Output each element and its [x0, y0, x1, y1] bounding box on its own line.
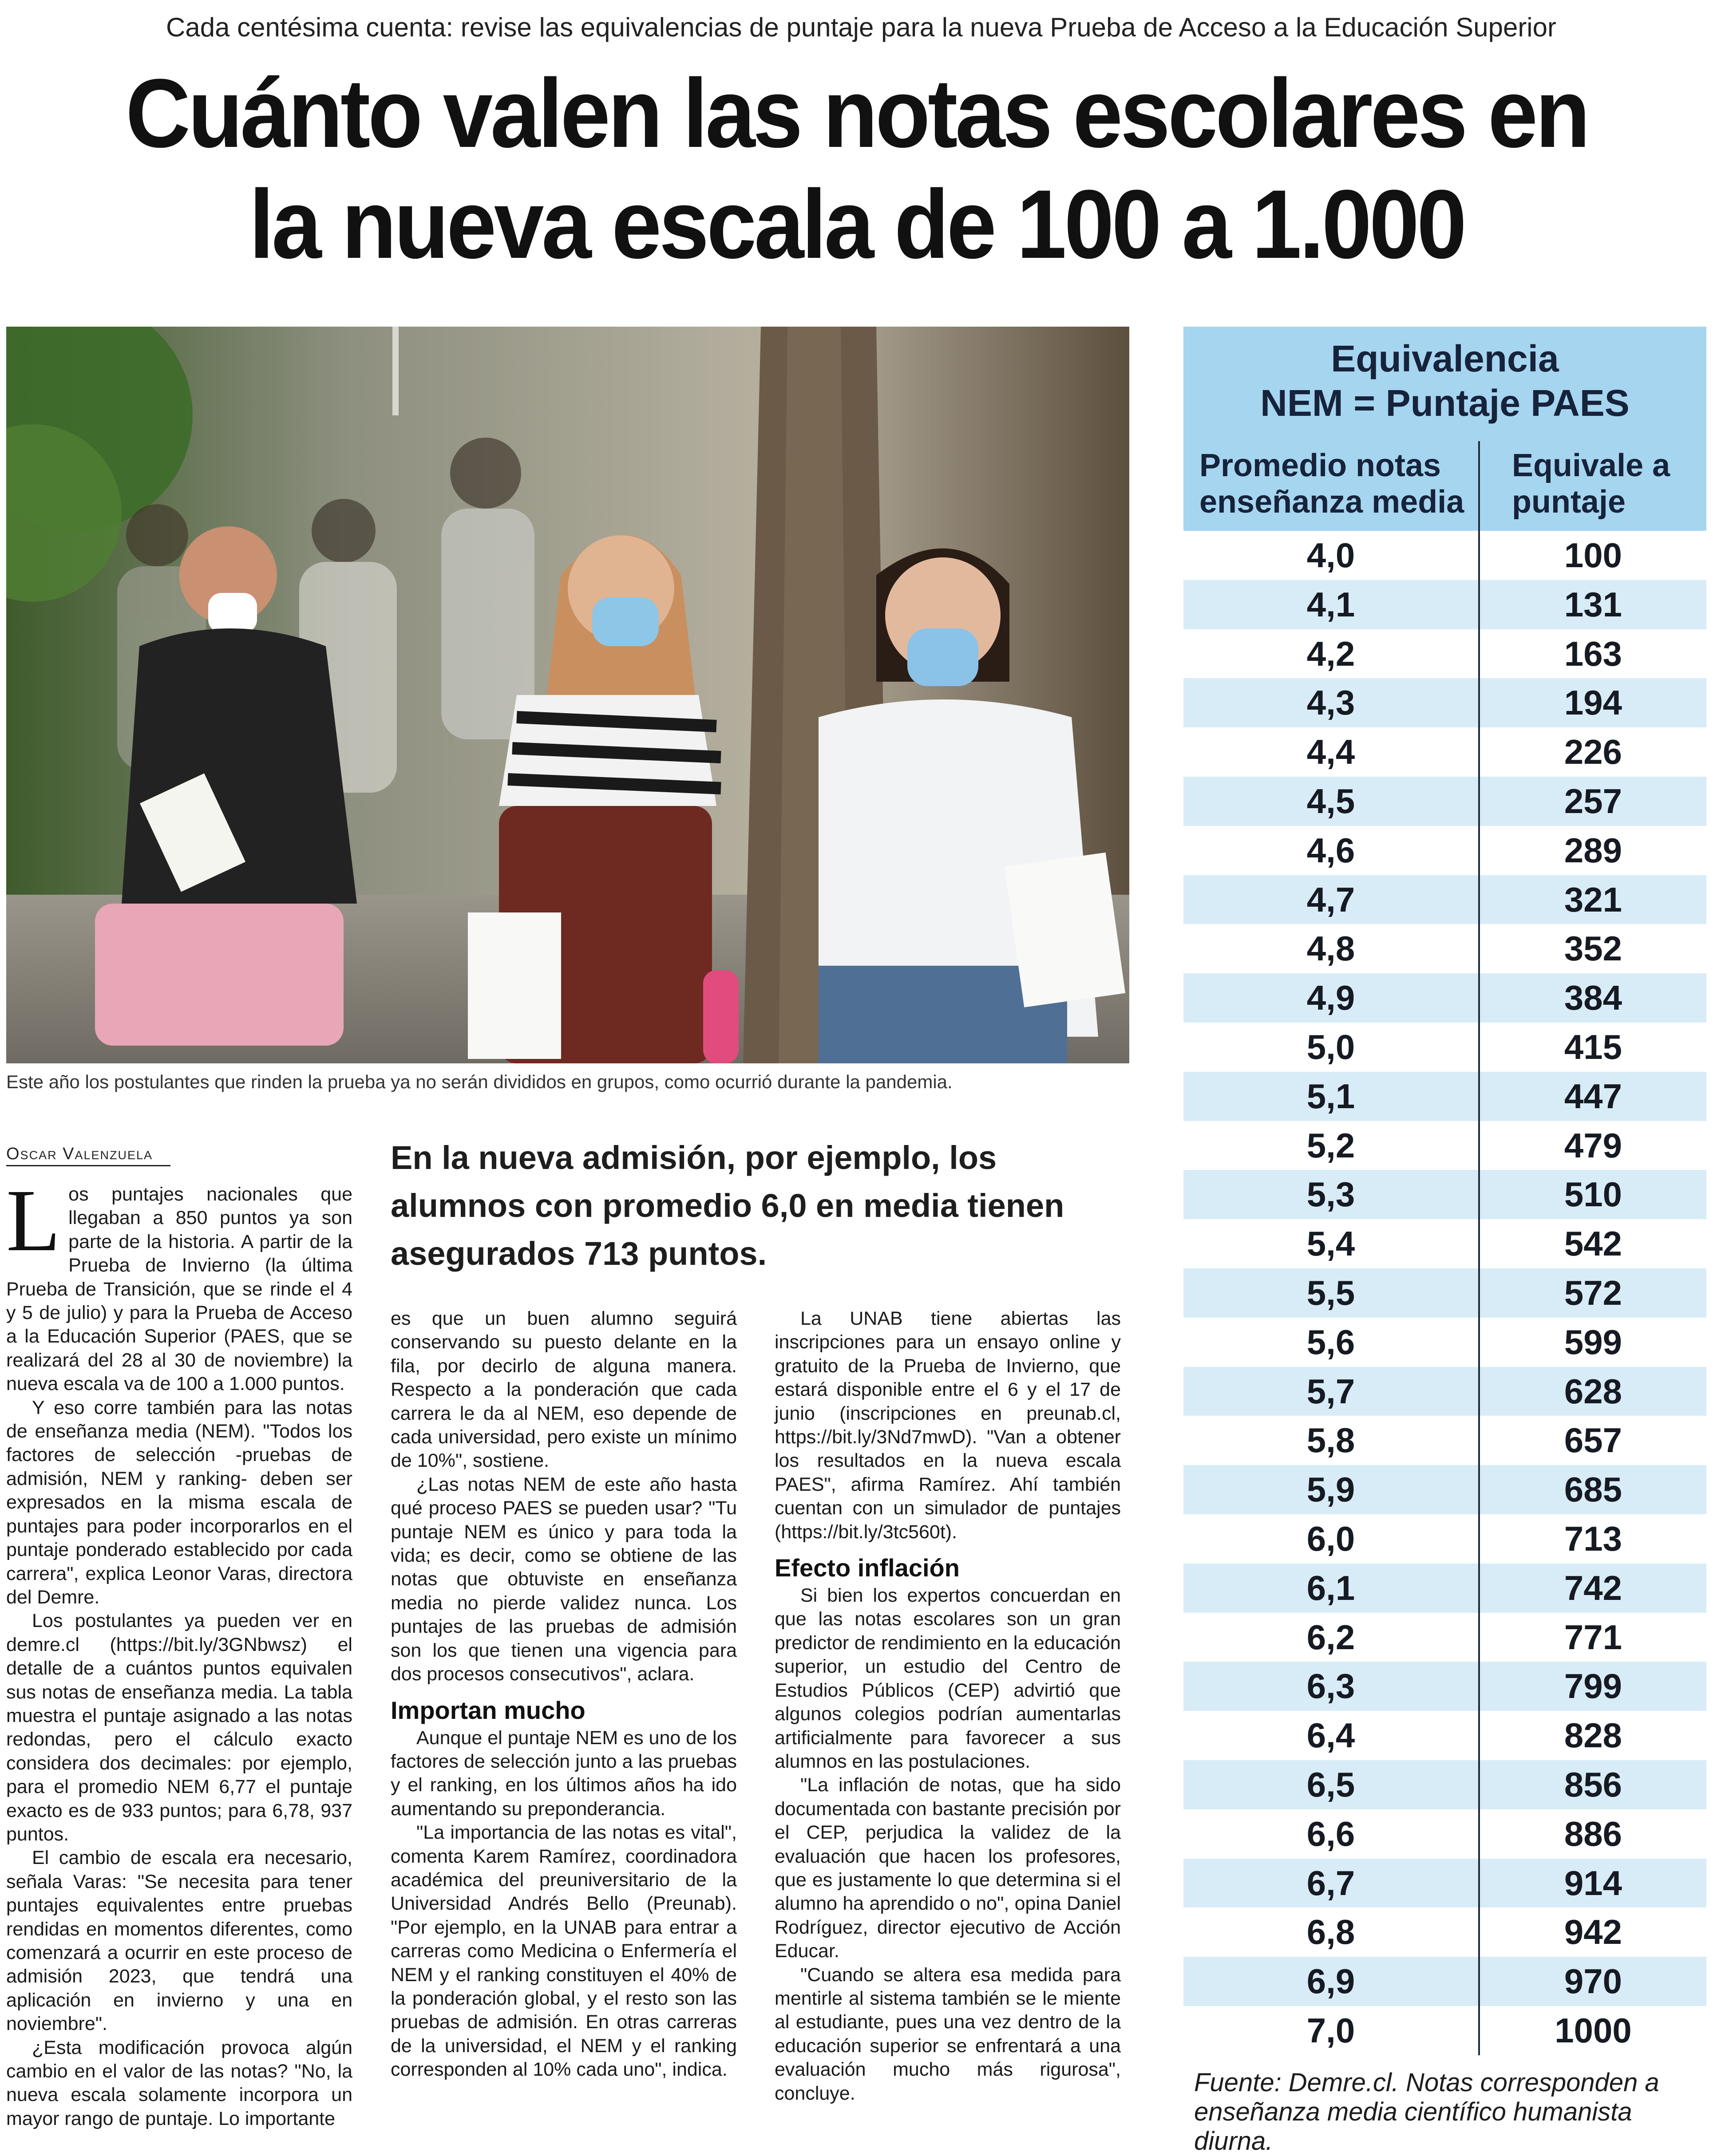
header-text: Equivale a [1512, 448, 1670, 483]
table-row [1183, 531, 1706, 580]
nem-average-cell: 6,3 [1183, 1662, 1480, 1711]
nem-average-cell: 6,0 [1183, 1514, 1480, 1564]
table-row [1183, 875, 1706, 924]
paes-score-cell: 856 [1564, 1765, 1622, 1804]
nem-average-cell: 4,1 [1183, 580, 1480, 629]
article-paragraph: Si bien los expertos concuerdan en que las notas escolares son un gran predictor de rendimiento en la educación superior, un estudio del Centro de Estudios Públicos (CEP) advirtió que algunos colegios podrían aumentarlas artificialmente para favorecer a sus alumnos en las postulaciones. [775, 1585, 1121, 1772]
nem-average-cell: 5,0 [1183, 1023, 1480, 1072]
paes-score-cell: 970 [1564, 1962, 1622, 2001]
nem-average-cell: 4,8 [1183, 924, 1480, 973]
paes-score-cell: 599 [1564, 1322, 1622, 1362]
byline-author: Oscar Valenzuela [6, 1143, 170, 1166]
students-photo-illustration [6, 327, 1129, 1063]
article-paragraph: La UNAB tiene abiertas las inscripciones para un ensayo online y gratuito de la Prueba de Invierno, que estará disponible entre el 6 y el 17 de junio (inscripciones en preunab.cl, https://bit.ly/3Nd7mwD). "Van a obtener los resultados en la nueva escala PAES", afirma Ramírez. Ahí también cuentan con un simulador de puntajes (https://bit.ly/3tc560t). [775, 1308, 1121, 1543]
nem-average-cell: 6,9 [1183, 1957, 1480, 2006]
table-row [1183, 924, 1706, 973]
nem-average-cell: 5,8 [1183, 1416, 1480, 1465]
nem-average-cell: 6,2 [1183, 1613, 1480, 1662]
table-row [1183, 1219, 1706, 1268]
table-header [1183, 441, 1706, 531]
nem-average-cell: 4,6 [1183, 826, 1480, 875]
table-row [1183, 1465, 1706, 1514]
nem-average-cell: 5,3 [1183, 1170, 1480, 1219]
table-body [1183, 531, 1706, 2055]
paes-score-cell: 447 [1564, 1076, 1622, 1116]
table-row [1183, 727, 1706, 777]
paes-score-cell: 510 [1564, 1175, 1622, 1214]
header-equivale-puntaje [1480, 441, 1706, 531]
table-source-note: Fuente: Demre.cl. Notas corresponden a enseñanza media científico humanista diurna. [1194, 2068, 1659, 2156]
table-row [1183, 580, 1706, 629]
nem-average-cell: 5,9 [1183, 1465, 1480, 1514]
paes-score-cell: 542 [1564, 1224, 1622, 1264]
nem-average-cell: 6,1 [1183, 1564, 1480, 1613]
nem-average-cell: 4,5 [1183, 777, 1480, 826]
nem-average-cell: 4,0 [1183, 531, 1480, 580]
table-title-line-2: NEM = Puntaje PAES [1260, 382, 1630, 424]
table-row [1183, 1416, 1706, 1465]
section-heading-efecto-inflacion: Efecto inflación [775, 1554, 960, 1582]
nem-average-cell: 4,9 [1183, 973, 1480, 1023]
paes-score-cell: 685 [1564, 1470, 1622, 1509]
article-paragraph: "La importancia de las notas es vital", comenta Karem Ramírez, coordinadora académica del preuniversitario de la Universidad Andrés Bello (Preunab). "Por ejemplo, en la UNAB para entrar a carreras como Medicina o Enfermería el NEM y el ranking constituyen el 40% de la ponderación global, y el resto son las pruebas de admisión. En otras carreras de la universidad, el NEM y el ranking corresponden al 10% cada uno", indica. [391, 1822, 737, 2081]
paes-score-cell: 479 [1564, 1125, 1622, 1165]
paes-score-cell: 352 [1564, 929, 1622, 968]
table-title-line-1: Equivalencia [1331, 338, 1559, 379]
paes-score-cell: 1000 [1555, 2010, 1632, 2050]
article-paragraph: ¿Las notas NEM de este año hasta qué proceso PAES se pueden usar? "Tu puntaje NEM es único y para toda la vida; es decir, como se obtiene de las notas que obtuviste en enseñanza media no pierde validez nunca. Los puntajes de las pruebas de admisión son los que tienen una vigencia para dos procesos consecutivos", aclara. [391, 1473, 737, 1685]
paes-score-cell: 572 [1564, 1273, 1622, 1312]
article-paragraph: Los postulantes ya pueden ver en demre.cl (https://bit.ly/3GNbwsz) el detalle de a cuántos puntos equivalen sus notas de enseñanza media. La tabla muestra el puntaje asignado a las notas redondas, pero el cálculo exacto considera dos decimales: por ejemplo, para el promedio NEM 6,77 el puntaje exacto es de 933 puntos; para 6,78, 937 puntos. [6, 1610, 352, 1845]
article-column-2 [391, 1307, 737, 2082]
nem-average-cell: 6,7 [1183, 1859, 1480, 1908]
article-paragraph: es que un buen alumno seguirá conservando su puesto delante en la fila, por decirlo de alguna manera. Respecto a la ponderación que cada carrera le da al NEM, eso depende de cada universidad, pero existe un mínimo de 10%", sostiene. [391, 1308, 737, 1472]
table-row [1183, 1957, 1706, 2006]
pull-quote: En la nueva admisión, por ejemplo, los alumnos con promedio 6,0 en media tienen asegurados 713 puntos. [391, 1139, 1064, 1272]
nem-average-cell: 6,6 [1183, 1809, 1480, 1859]
table-row [1183, 678, 1706, 727]
nem-average-cell: 4,7 [1183, 875, 1480, 924]
article-paragraph: Y eso corre también para las notas de enseñanza media (NEM). "Todos los factores de selección -pruebas de admisión, NEM y ranking- deben ser expresados en la misma escala de puntajes para poder incorporarlos en el puntaje ponderado establecido por cada carrera", explica Leonor Varas, directora del Demre. [6, 1397, 352, 1608]
paes-score-cell: 713 [1564, 1519, 1622, 1558]
table-row [1183, 777, 1706, 826]
paes-score-cell: 771 [1564, 1617, 1622, 1657]
news-photo [6, 327, 1129, 1063]
nem-average-cell: 5,6 [1183, 1318, 1480, 1367]
table-row [1183, 1662, 1706, 1711]
paes-score-cell: 163 [1564, 634, 1622, 673]
paes-score-cell: 742 [1564, 1568, 1622, 1607]
headline [93, 58, 1621, 280]
table-title [1183, 327, 1706, 441]
paes-score-cell: 321 [1564, 880, 1622, 919]
nem-average-cell: 5,1 [1183, 1072, 1480, 1121]
nem-average-cell: 6,8 [1183, 1907, 1480, 1957]
table-row [1183, 1514, 1706, 1564]
table-row [1183, 2006, 1706, 2055]
paes-score-cell: 415 [1564, 1027, 1622, 1066]
header-text: Promedio notas [1199, 448, 1441, 483]
article-paragraph: Los puntajes nacionales que llegaban a 850 puntos ya son parte de la historia. A partir de la Prueba de Invierno (la última Prueba de Transición, que se rinde el 4 y 5 de julio) y para la Prueba de Acceso a la Educación Superior (PAES, que se realizará del 28 al 30 de noviembre) la nueva escala va de 100 a 1.000 puntos. [6, 1172, 352, 1395]
header-text: puntaje [1512, 484, 1626, 520]
nem-average-cell: 6,4 [1183, 1711, 1480, 1760]
header-text: enseñanza media [1199, 484, 1464, 520]
table-row [1183, 1809, 1706, 1859]
nem-average-cell: 5,5 [1183, 1268, 1480, 1318]
nem-average-cell: 6,5 [1183, 1760, 1480, 1809]
article-paragraph: ¿Esta modificación provoca algún cambio en el valor de las notas? "No, la nueva escala solamente incorpora un mayor rango de puntaje. Lo importante [6, 2037, 352, 2129]
nem-average-cell: 4,3 [1183, 678, 1480, 727]
article-paragraph: Aunque el puntaje NEM es uno de los factores de selección junto a las pruebas y el ranking, en los últimos años ha ido aumentando su preponderancia. [391, 1727, 737, 1820]
nem-average-cell: 4,2 [1183, 629, 1480, 679]
headline-line-1: Cuánto valen las notas escolares en [126, 59, 1588, 168]
table-row [1183, 1318, 1706, 1367]
table-row [1183, 1564, 1706, 1613]
paes-score-cell: 799 [1564, 1666, 1622, 1706]
paes-score-cell: 194 [1564, 683, 1622, 723]
table-row [1183, 1711, 1706, 1760]
paes-score-cell: 914 [1564, 1863, 1622, 1903]
paes-score-cell: 828 [1564, 1716, 1622, 1755]
header-promedio-notas [1183, 441, 1480, 531]
table-row [1183, 1859, 1706, 1908]
paes-score-cell: 257 [1564, 781, 1622, 821]
paes-score-cell: 384 [1564, 978, 1622, 1018]
photo-caption: Este año los postulantes que rinden la prueba ya no serán divididos en grupos, como ocurrió durante la pandemia. [6, 1071, 953, 1092]
table-row [1183, 826, 1706, 875]
paes-score-cell: 942 [1564, 1912, 1622, 1952]
section-heading-importan-mucho: Importan mucho [391, 1696, 586, 1724]
paes-score-cell: 886 [1564, 1814, 1622, 1853]
table-row [1183, 1170, 1706, 1219]
paes-score-cell: 657 [1564, 1421, 1622, 1460]
paes-score-cell: 289 [1564, 830, 1622, 870]
article-paragraph: "Cuando se altera esa medida para mentirle al sistema también se le miente al estudiante, pues una vez dentro de la educación superior se enfrentará a una evaluación mucho más rigurosa", concluye. [775, 1964, 1121, 2104]
paes-score-cell: 628 [1564, 1371, 1622, 1411]
table-row [1183, 1268, 1706, 1318]
article-column-1 [6, 1172, 352, 2131]
nem-average-cell: 5,2 [1183, 1121, 1480, 1170]
paes-score-cell: 131 [1564, 584, 1622, 624]
nem-average-cell: 4,4 [1183, 727, 1480, 777]
nem-average-cell: 5,4 [1183, 1219, 1480, 1268]
nem-average-cell: 5,7 [1183, 1367, 1480, 1416]
paes-score-cell: 100 [1564, 536, 1622, 575]
table-row [1183, 1367, 1706, 1416]
article-column-3 [775, 1307, 1121, 2105]
table-row [1183, 1613, 1706, 1662]
article-paragraph: "La inflación de notas, que ha sido documentada con bastante precisión por el CEP, perjudica la validez de la evaluación que hacen los profesores, que es justamente lo que determina si el alumno ha aprendido o no", opina Daniel Rodríguez, director ejecutivo de Acción Educar. [775, 1774, 1121, 1962]
table-row [1183, 1907, 1706, 1957]
table-row [1183, 973, 1706, 1023]
table-row [1183, 629, 1706, 679]
table-row [1183, 1072, 1706, 1121]
table-row [1183, 1121, 1706, 1170]
article-paragraph: El cambio de escala era necesario, señala Varas: "Se necesita para tener puntajes equivalentes entre pruebas rendidas en momentos diferentes, como comenzará a ocurrir en este proceso de admisión 2023, que tendrá una aplicación en invierno y una en noviembre". [6, 1847, 352, 2035]
table-row [1183, 1023, 1706, 1072]
kicker: Cada centésima cuenta: revise las equivalencias de puntaje para la nueva Prueba de Acceso a la Educación Superior [166, 12, 1556, 42]
table-row [1183, 1760, 1706, 1809]
equivalence-table [1183, 327, 1706, 2055]
paes-score-cell: 226 [1564, 732, 1622, 772]
headline-line-2: la nueva escala de 100 a 1.000 [249, 170, 1464, 279]
nem-average-cell: 7,0 [1183, 2006, 1480, 2055]
